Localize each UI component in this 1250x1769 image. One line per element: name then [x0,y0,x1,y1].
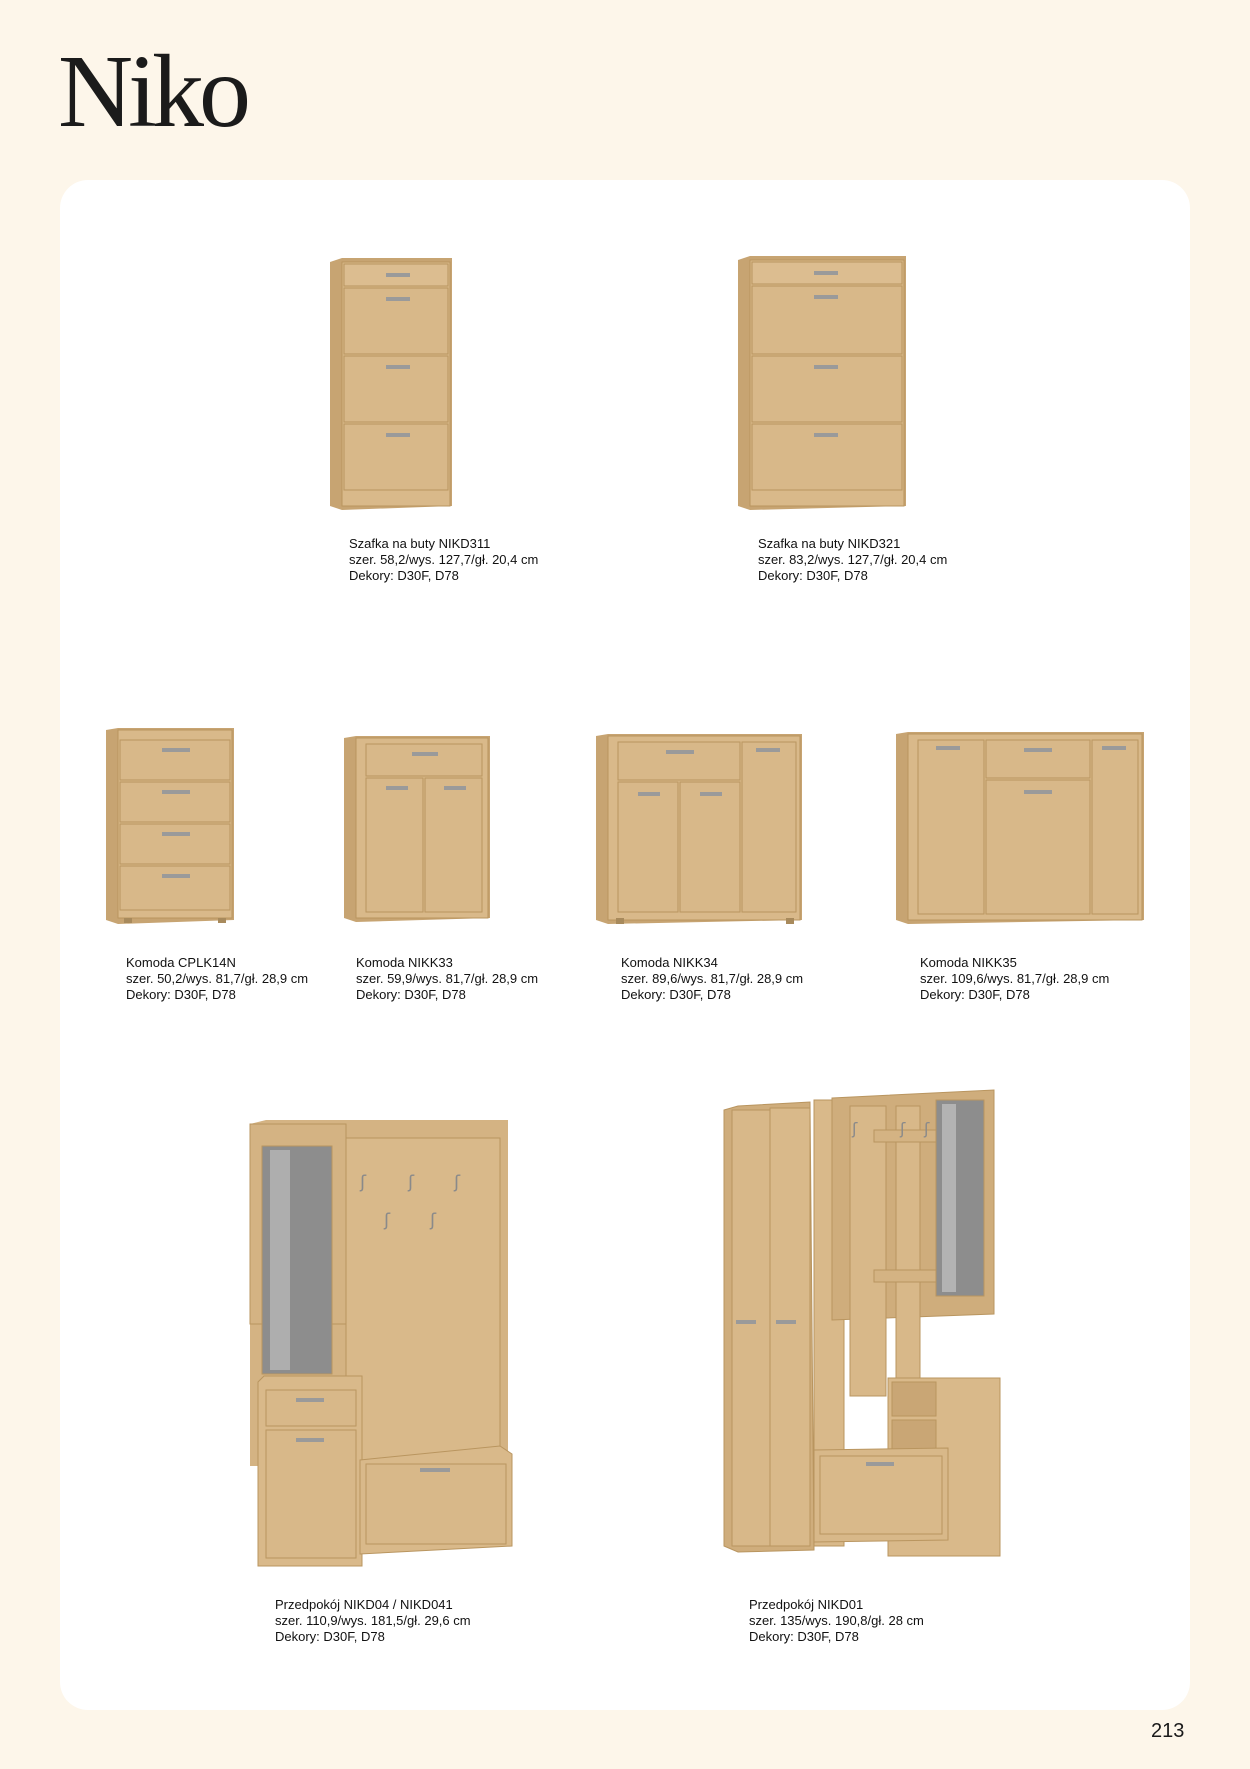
product-dimensions: szer. 110,9/wys. 181,5/gł. 29,6 cm [275,1613,471,1628]
product-caption-nikk34 [621,955,803,1003]
product-name: Przedpokój NIKD04 / NIKD041 [275,1597,453,1612]
product-decors: Dekory: D30F, D78 [621,987,731,1002]
product-image-nikd321 [738,256,906,510]
coat-hook-icon: ʃ [430,1210,437,1231]
product-decors: Dekory: D30F, D78 [749,1629,859,1644]
product-dimensions: szer. 135/wys. 190,8/gł. 28 cm [749,1613,924,1628]
product-image-nikd01 [724,1090,1000,1570]
product-decors: Dekory: D30F, D78 [758,568,868,583]
product-dimensions: szer. 109,6/wys. 81,7/gł. 28,9 cm [920,971,1110,986]
product-name: Szafka na buty NIKD321 [758,536,901,551]
product-dimensions: szer. 83,2/wys. 127,7/gł. 20,4 cm [758,552,948,567]
product-caption-cplk14n [126,955,308,1003]
product-image-nikd311 [330,258,452,510]
catalog-panel [60,180,1190,1710]
product-image-nikk34 [596,734,802,924]
coat-hook-icon: ʃ [454,1172,461,1193]
product-caption-nikd04 [275,1597,471,1645]
product-name: Szafka na buty NIKD311 [349,536,491,551]
product-name: Przedpokój NIKD01 [749,1597,864,1612]
product-name: Komoda NIKK34 [621,955,718,970]
page-title: Niko [58,34,246,149]
coat-hook-icon: ʃ [924,1119,930,1138]
product-name: Komoda NIKK35 [920,955,1017,970]
product-caption-nikk33 [356,955,538,1003]
product-dimensions: szer. 59,9/wys. 81,7/gł. 28,9 cm [356,971,539,986]
coat-hook-icon: ʃ [900,1119,906,1138]
coat-hook-icon: ʃ [852,1119,858,1138]
product-dimensions: szer. 58,2/wys. 127,7/gł. 20,4 cm [349,552,539,567]
product-name: Komoda NIKK33 [356,955,453,970]
product-decors: Dekory: D30F, D78 [275,1629,385,1644]
page-number: 213 [1151,1720,1185,1742]
product-decors: Dekory: D30F, D78 [920,987,1030,1002]
coat-hook-icon: ʃ [384,1210,391,1231]
product-caption-nikd321 [758,536,947,584]
product-decors: Dekory: D30F, D78 [349,568,459,583]
product-decors: Dekory: D30F, D78 [126,987,236,1002]
product-dimensions: szer. 50,2/wys. 81,7/gł. 28,9 cm [126,971,309,986]
product-image-nikd04 [250,1120,518,1572]
product-image-nikk33 [344,736,490,922]
coat-hook-icon: ʃ [408,1172,415,1193]
product-caption-nikd01 [749,1597,924,1645]
product-image-nikk35 [896,732,1144,924]
product-dimensions: szer. 89,6/wys. 81,7/gł. 28,9 cm [621,971,804,986]
product-decors: Dekory: D30F, D78 [356,987,466,1002]
coat-hook-icon: ʃ [360,1172,367,1193]
product-caption-nikd311 [349,536,538,584]
product-name: Komoda CPLK14N [126,955,236,970]
product-image-cplk14n [106,728,234,924]
product-caption-nikk35 [920,955,1109,1003]
